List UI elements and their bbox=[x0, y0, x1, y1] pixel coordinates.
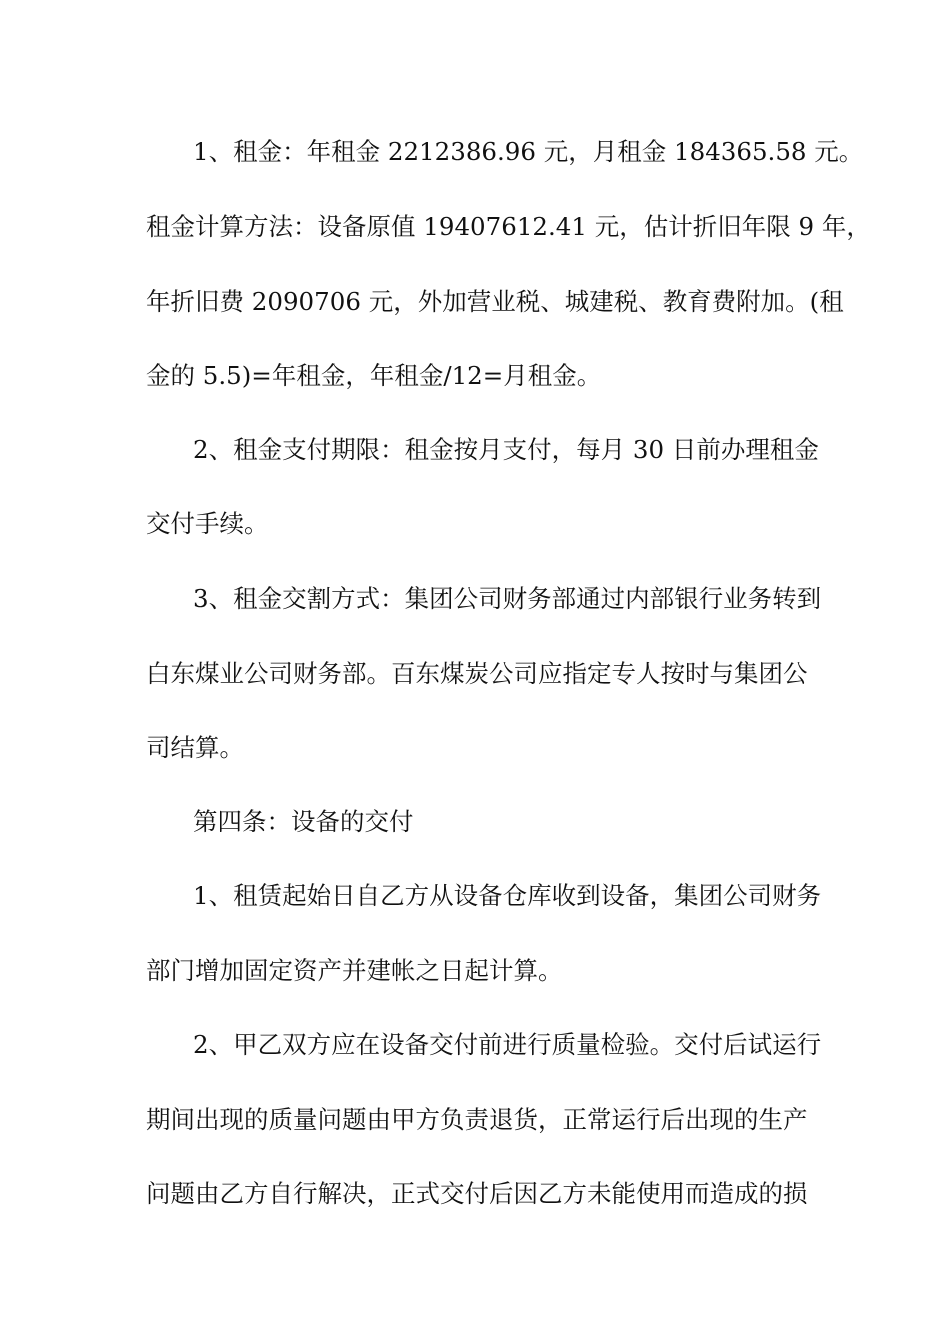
paragraph-lease-start: 1、租赁起始日自乙方从设备仓库收到设备，集团公司财务 bbox=[193, 881, 822, 910]
text-line-content: 金的 5.5)=年租金，年租金/12=月租金。 bbox=[146, 361, 602, 390]
text-line-content: 白东煤业公司财务部。百东煤炭公司应指定专人按时与集团公 bbox=[146, 659, 808, 688]
text-line bbox=[0, 579, 950, 619]
text-line-content: 期间出现的质量问题由甲方负责退货，正常运行后出现的生产 bbox=[146, 1105, 808, 1134]
text-line bbox=[0, 1025, 950, 1065]
text-line bbox=[0, 1100, 950, 1140]
text-line bbox=[0, 951, 950, 991]
text-line-content: 年折旧费 2090706 元，外加营业税、城建税、教育费附加。(租 bbox=[146, 287, 844, 316]
text-line bbox=[0, 1174, 950, 1214]
text-line-content: 司结算。 bbox=[146, 733, 244, 762]
text-line bbox=[0, 654, 950, 694]
text-line bbox=[0, 282, 950, 322]
text-line-content: 交付手续。 bbox=[146, 509, 269, 538]
text-line-content: 租金计算方法：设备原值 19407612.41 元，估计折旧年限 9 年， bbox=[146, 212, 871, 241]
paragraph-quality-inspection: 2、甲乙双方应在设备交付前进行质量检验。交付后试运行 bbox=[193, 1030, 822, 1059]
paragraph-payment-term: 2、租金支付期限：租金按月支付，每月 30 日前办理租金 bbox=[193, 435, 819, 464]
text-line-content: 部门增加固定资产并建帐之日起计算。 bbox=[146, 956, 563, 985]
paragraph-rent-amount: 1、租金：年租金 2212386.96 元，月租金 184365.58 元。 bbox=[193, 137, 864, 166]
text-line-content: 问题由乙方自行解决，正式交付后因乙方未能使用而造成的损 bbox=[146, 1179, 808, 1208]
text-line bbox=[0, 728, 950, 768]
text-line bbox=[0, 504, 950, 544]
text-line bbox=[0, 207, 950, 247]
text-line bbox=[0, 802, 950, 842]
text-line bbox=[0, 430, 950, 470]
text-line bbox=[0, 132, 950, 172]
text-line bbox=[0, 356, 950, 396]
paragraph-settlement-method: 3、租金交割方式：集团公司财务部通过内部银行业务转到 bbox=[193, 584, 822, 613]
section-heading: 第四条：设备的交付 bbox=[193, 807, 414, 836]
text-line bbox=[0, 876, 950, 916]
